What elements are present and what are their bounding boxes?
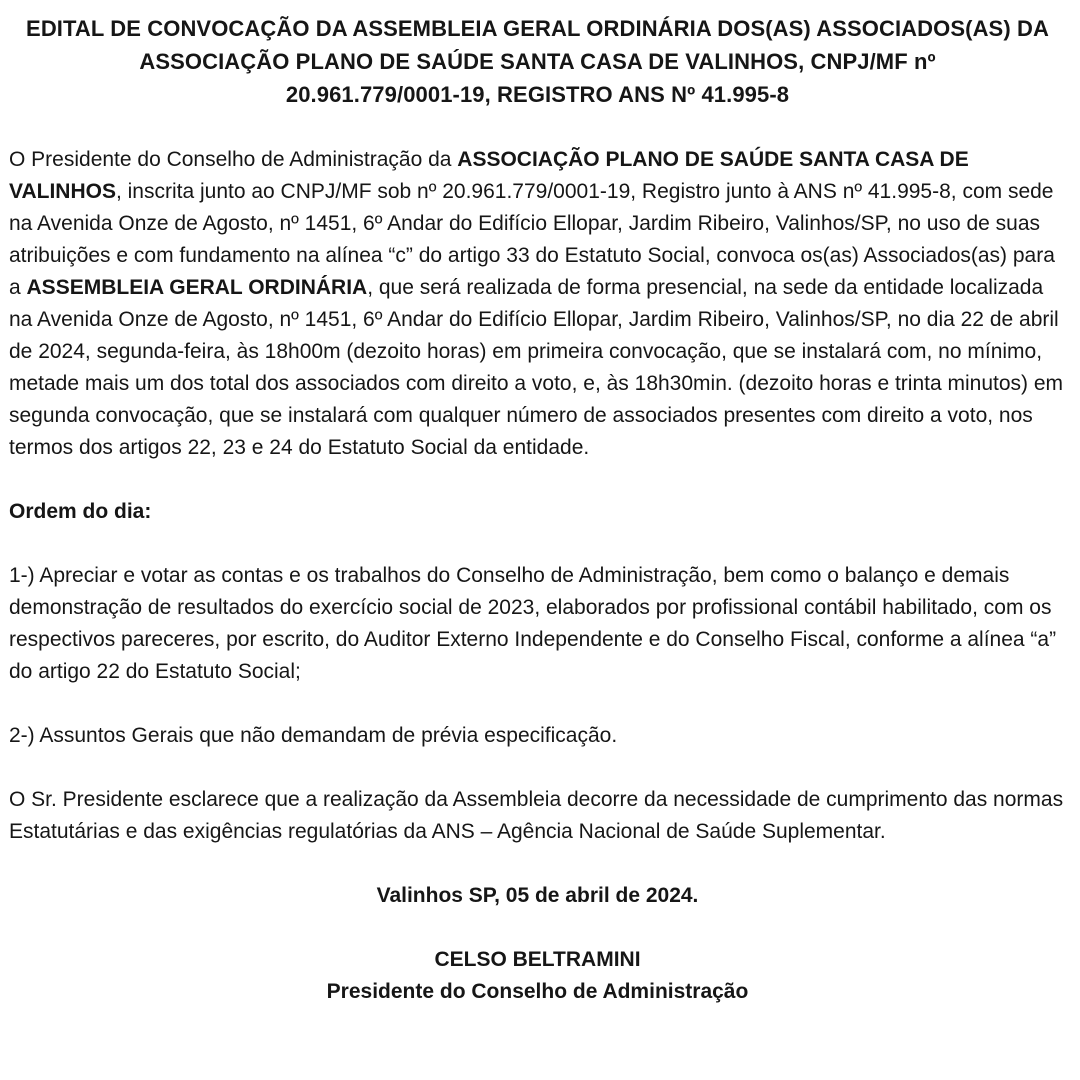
document-title-line-1: EDITAL DE CONVOCAÇÃO DA ASSEMBLEIA GERAL ORDINÁRIA DOS(AS) ASSOCIADOS(AS) DA — [26, 16, 1049, 41]
intro-segment-3: , inscrita junto ao CNPJ/MF sob nº 20.961.779/0001-19, Registro junto à ANS nº 41.995-8, com sede na Avenida Onze de Agosto, nº 1451, 6º Andar do Edifício Ellopar, Jardim Ribeiro, Valinhos/SP, no uso de suas atribuições e com fundamento na alínea “c” do artigo 33 do Estatuto Social, convoca os(as) Associados(as) para a — [9, 180, 1055, 299]
intro-segment-2-association-name: ASSOCIAÇÃO PLANO DE SAÚDE SANTA CASA DE VALINHOS — [9, 148, 969, 203]
document-title — [9, 12, 1066, 111]
intro-paragraph — [9, 144, 1066, 464]
intro-segment-1: O Presidente do Conselho de Administração da — [9, 148, 458, 171]
signature-role: Presidente do Conselho de Administração — [326, 980, 749, 1003]
document-title-line-3: 20.961.779/0001-19, REGISTRO ANS Nº 41.995-8 — [285, 82, 790, 107]
agenda-heading: Ordem do dia: — [9, 500, 152, 523]
closing-paragraph: O Sr. Presidente esclarece que a realização da Assembleia decorre da necessidade de cumprimento das normas Estatutárias e das exigências regulatórias da ANS – Agência Nacional de Saúde Suplementar. — [9, 788, 1064, 843]
agenda-item-1: 1-) Apreciar e votar as contas e os trabalhos do Conselho de Administração, bem como o balanço e demais demonstração de resultados do exercício social de 2023, elaborados por profissional contábil habilitado, com os respectivos pareceres, por escrito, do Auditor Externo Independente e do Conselho Fiscal, conforme a alínea “a” do artigo 22 do Estatuto Social; — [9, 564, 1057, 683]
signature-name: CELSO BELTRAMINI — [434, 948, 641, 971]
signature-block — [9, 880, 1066, 1008]
document-title-line-2: ASSOCIAÇÃO PLANO DE SAÚDE SANTA CASA DE VALINHOS, CNPJ/MF nº — [139, 49, 936, 74]
intro-segment-4-assembly-name: ASSEMBLEIA GERAL ORDINÁRIA — [26, 276, 368, 299]
intro-segment-5: , que será realizada de forma presencial, na sede da entidade localizada na Avenida Onze de Agosto, nº 1451, 6º Andar do Edifício Ellopar, Jardim Ribeiro, Valinhos/SP, no dia 22 de abril de 2024, segunda-feira, às 18h00m (dezoito horas) em primeira convocação, que se instalará com, no mínimo, metade mais um dos total dos associados com direito a voto, e, às 18h30min. (dezoito horas e trinta minutos) em segunda convocação, que se instalará com qualquer número de associados presentes com direito a voto, nos termos dos artigos 22, 23 e 24 do Estatuto Social da entidade. — [9, 276, 1064, 459]
agenda-item-2: 2-) Assuntos Gerais que não demandam de prévia especificação. — [9, 724, 618, 747]
signature-dateline: Valinhos SP, 05 de abril de 2024. — [376, 884, 699, 907]
